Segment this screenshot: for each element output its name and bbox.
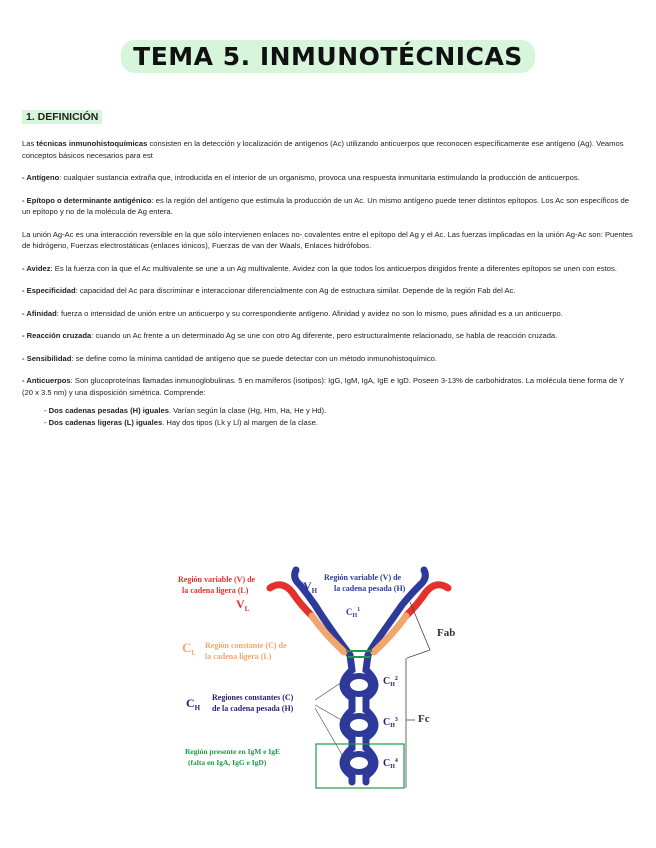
chains-list — [22, 405, 634, 428]
ch2-domain — [347, 676, 371, 694]
intro-bold: técnicas inmunohistoquímicas — [36, 139, 148, 148]
fc-bracket — [406, 658, 415, 788]
ch4-domain — [347, 754, 371, 772]
ch3-sup: 3 — [394, 717, 398, 723]
vh-label-1: Región variable (V) de — [324, 573, 402, 582]
ch-sym: C — [186, 696, 195, 710]
def-especificidad — [22, 285, 634, 297]
cl-sym: C — [182, 640, 192, 655]
def-term: - Epítopo o determinante antigénico — [22, 195, 152, 205]
def-text: : cuando un Ac frente a un determinado Ag se une con otro Ag diferente, pero estructuralmente relacionado, se habla de reacción cruzada. — [91, 331, 558, 340]
ch4-symbol — [383, 758, 398, 770]
section-heading: 1. DEFINICIÓN — [22, 110, 102, 124]
document-body — [22, 138, 634, 428]
vl-sub: L — [244, 605, 250, 613]
ch4-sub: H — [390, 764, 395, 770]
def-text: : cualquier sustancia extraña que, introducida en el interior de un organismo, provoca una respuesta inmunitaria estimulando la producción de anticuerpos. — [59, 173, 580, 182]
ch1-sup: 1 — [357, 607, 361, 613]
def-term: - Sensibilidad — [22, 353, 72, 363]
def-term: - Antígeno — [22, 173, 60, 182]
heavy-domain-loops — [347, 676, 371, 772]
vh-sym: V — [303, 579, 312, 593]
cl-sub: L — [191, 649, 197, 657]
def-term: - Avidez — [22, 263, 51, 273]
def-epitopo — [22, 195, 634, 218]
ch2-symbol — [383, 676, 398, 688]
def-text: : se define como la mínima cantidad de antígeno que se puede detectar con un método inmunohistoquímico. — [71, 353, 437, 363]
vl-label-2: la cadena ligera (L) — [182, 586, 249, 595]
vh-label-2: la cadena pesada (H) — [334, 584, 406, 593]
def-text: : capacidad del Ac para discriminar e interaccionar diferencialmente con Ag de estructura similar. Depende de la región Fab del Ac. — [75, 286, 516, 295]
chain-text: . Hay dos tipos (Lk y Ll) al margen de la clase. — [162, 417, 318, 427]
list-item — [44, 405, 634, 417]
ch-sub: H — [194, 704, 201, 712]
intro-pre: Las — [22, 139, 37, 148]
ch4-sym: C — [383, 758, 391, 769]
intro-paragraph — [22, 138, 634, 161]
chain-text: . Varían según la clase (Hg, Hm, Ha, He y Hd). — [168, 406, 327, 415]
ch3-sym: C — [383, 717, 391, 728]
heavy-arm-right — [368, 585, 420, 655]
ch1-sym: C — [346, 607, 353, 617]
fab-label: Fab — [437, 627, 456, 639]
cl-label-1: Región constante (C) de — [205, 641, 287, 650]
page-title: TEMA 5. INMUNOTÉCNICAS — [121, 40, 535, 73]
def-anticuerpos — [22, 375, 634, 398]
list-item — [44, 417, 634, 429]
chain-term: Dos cadenas ligeras (L) iguales — [48, 417, 163, 427]
cl-symbol — [182, 640, 196, 657]
def-text: : es la región del antígeno que estimula la producción de un Ac. Un mismo antígeno puede tener distintos epítopos. Los Ac son específicos de un epítopo y no de la molécula de Ag entera. — [22, 195, 629, 216]
ch3-sub: H — [390, 723, 395, 729]
cl-label-2: la cadena ligera (L) — [205, 652, 272, 661]
vh-sub: H — [311, 587, 318, 595]
def-reaccion-cruzada — [22, 330, 634, 342]
ch3-symbol — [383, 717, 398, 729]
intro-post: consisten en la detección y localización de antígenos (Ac) utilizando anticuerpos que reconocen específicamente ese antígeno (Ag). Veamos conceptos básicos necesarios para est — [22, 139, 624, 160]
vh-symbol — [303, 579, 318, 595]
ch3-domain — [347, 716, 371, 734]
def-term: - Anticuerpos — [22, 376, 71, 385]
def-text: : fuerza o intensidad de unión entre un anticuerpo y su correspondiente antígeno. Afinidad y avidez no son lo mismo, pues afinidad es a un anticuerpo. — [56, 308, 563, 318]
fc-label: Fc — [418, 713, 430, 725]
def-afinidad — [22, 308, 634, 320]
igm-label-2: (falta en IgA, IgG e IgD) — [188, 758, 267, 767]
vh-right — [420, 570, 425, 585]
vl-label-1: Región variable (V) de — [178, 575, 256, 584]
def-term: - Especificidad — [22, 286, 76, 295]
def-avidez — [22, 263, 634, 275]
heavy-arm-left — [300, 585, 350, 655]
ch1-sub: H — [352, 613, 358, 619]
title-wrap — [0, 40, 656, 73]
def-term: - Reacción cruzada — [22, 331, 92, 340]
igm-label-1: Región presente en IgM e IgE — [185, 747, 281, 756]
union-paragraph: La unión Ag-Ac es una interacción reversible en la que sólo intervienen enlaces no- covalentes entre el epítopo del Ag y el Ac. Las fuerzas implicadas en la unión Ag-Ac son: Puentes de hidrógeno, Fuerzas electrostáticas (enlaces iónicos), Fuerzas de van der Waals, Enlaces hidrófobos. — [22, 229, 633, 250]
ch-symbol — [186, 696, 201, 712]
ch4-sup: 4 — [394, 758, 398, 764]
chain-term: Dos cadenas pesadas (H) iguales — [48, 406, 169, 415]
def-sensibilidad — [22, 353, 634, 365]
vl-symbol — [236, 597, 250, 613]
def-term: - Afinidad — [22, 308, 57, 318]
vh-left — [295, 570, 300, 585]
ch-label-1: Regiones constantes (C) — [212, 693, 294, 702]
def-text: : Es la fuerza con la que el Ac multivalente se une a un Ag multivalente. Avidez con la que todos los anticuerpos dirigidos frente a diferentes epítopos se unen con estos. — [50, 263, 617, 273]
def-text: : Son glucoproteínas llamadas inmunoglobulinas. 5 en mamíferos (isotipos): IgG, IgM, IgA, IgE e IgD. Poseen 3-13% de carbohidratos. La molécula tiene forma de Y (20 x 3.5 nm) y una disposición simétrica. Comprende: — [22, 376, 625, 397]
antibody-diagram — [0, 560, 656, 800]
vl-sym: V — [236, 597, 245, 611]
ch1-symbol — [346, 607, 360, 619]
def-antigeno — [22, 172, 634, 184]
ch2-sym: C — [383, 676, 391, 687]
ch-label-2: de la cadena pesada (H) — [212, 704, 294, 713]
ch2-sup: 2 — [394, 676, 398, 682]
ch2-sub: H — [390, 682, 395, 688]
